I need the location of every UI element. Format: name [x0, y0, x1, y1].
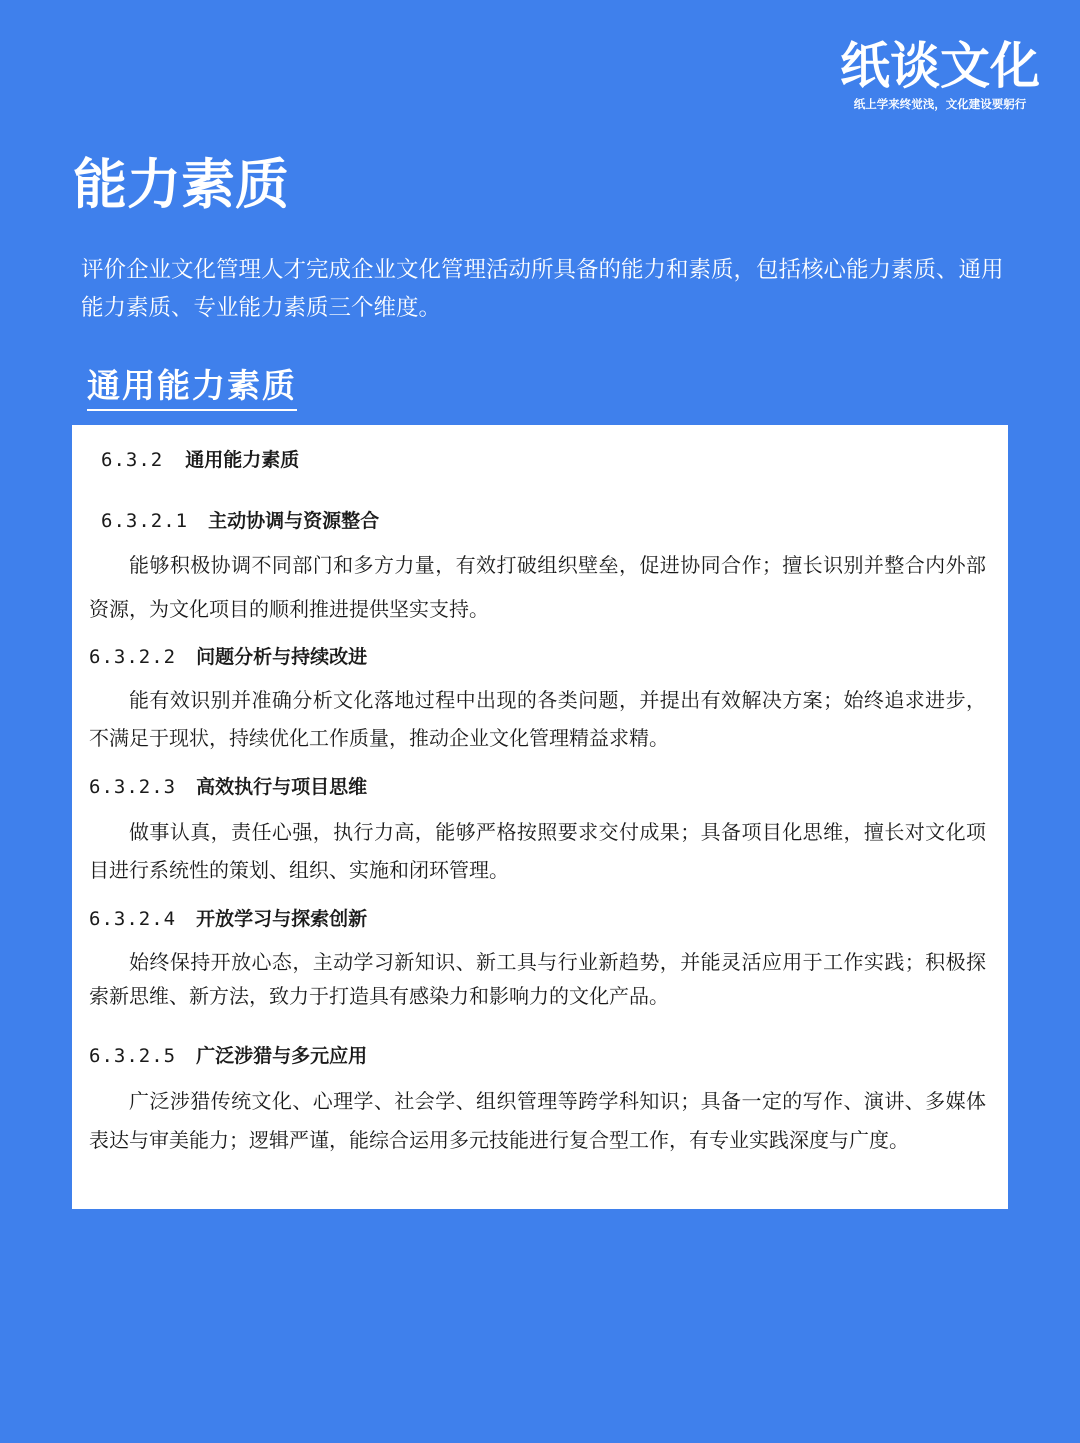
- subsection-text: 广泛涉猎传统文化、心理学、社会学、组织管理等跨学科知识；具备一定的写作、演讲、多媒体表达与审美能力；逻辑严谨，能综合运用多元技能进行复合型工作，有专业实践深度与广度。: [89, 1089, 986, 1152]
- brand-logo: [834, 38, 1046, 112]
- section-heading: 通用能力素质: [87, 364, 297, 411]
- subsection-number: 6.3.2.1: [101, 510, 189, 532]
- subsection-title: 开放学习与探索创新: [196, 908, 368, 930]
- page-title: 能力素质: [73, 153, 289, 216]
- document-heading-title: 通用能力素质: [185, 449, 300, 471]
- document-excerpt: [72, 425, 1008, 1209]
- document-heading: [101, 446, 299, 474]
- subsection-title: 高效执行与项目思维: [196, 776, 368, 798]
- brand-slogan: 纸上学来终觉浅，文化建设要躬行: [853, 97, 1027, 111]
- subsection-title: 问题分析与持续改进: [196, 646, 368, 668]
- subsection-number: 6.3.2.3: [89, 776, 177, 798]
- document-heading-number: 6.3.2: [101, 449, 164, 471]
- intro-text: 评价企业文化管理人才完成企业文化管理活动所具备的能力和素质，包括核心能力素质、通用能力素质、专业能力素质三个维度。: [81, 257, 1004, 321]
- subsection-heading: [89, 643, 367, 671]
- subsection-text: 能有效识别并准确分析文化落地过程中出现的各类问题，并提出有效解决方案；始终追求进步，不满足于现状，持续优化工作质量，推动企业文化管理精益求精。: [89, 688, 986, 750]
- subsection-number: 6.3.2.4: [89, 908, 177, 930]
- subsection-title: 广泛涉猎与多元应用: [196, 1045, 368, 1067]
- subsection-number: 6.3.2.2: [89, 646, 177, 668]
- subsection-text: 能够积极协调不同部门和多方力量，有效打破组织壁垒，促进协同合作；擅长识别并整合内外部资源，为文化项目的顺利推进提供坚实支持。: [89, 553, 986, 621]
- subsection-heading: [101, 507, 379, 535]
- subsection-heading: [89, 773, 367, 801]
- subsection-number: 6.3.2.5: [89, 1045, 177, 1067]
- brand-name: 纸谈文化: [840, 37, 1040, 95]
- subsection-heading: [89, 905, 367, 933]
- subsection-heading: [89, 1042, 367, 1070]
- subsection-text: 做事认真，责任心强，执行力高，能够严格按照要求交付成果；具备项目化思维，擅长对文化项目进行系统性的策划、组织、实施和闭环管理。: [89, 820, 986, 882]
- subsection-title: 主动协调与资源整合: [208, 510, 380, 532]
- subsection-text: 始终保持开放心态，主动学习新知识、新工具与行业新趋势，并能灵活应用于工作实践；积极探索新思维、新方法，致力于打造具有感染力和影响力的文化产品。: [89, 950, 986, 1008]
